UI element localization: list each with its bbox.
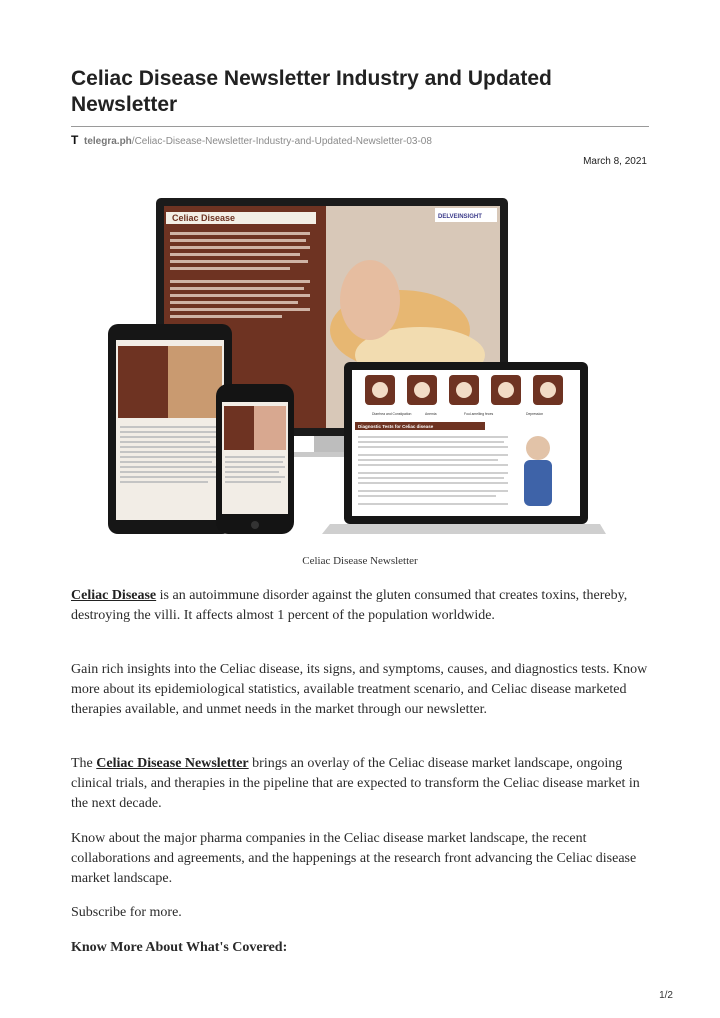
section-heading-covered: Know More About What's Covered: <box>71 940 288 955</box>
source-line[interactable] <box>71 133 432 147</box>
celiac-disease-link[interactable]: Celiac Disease <box>71 588 157 603</box>
symptom-label-1: Diarrhea and Constipation <box>372 412 412 416</box>
paragraph-insights: Gain rich insights into the Celiac disease, its signs, and symptoms, causes, and diagnostics tests. Know more about its epidemiological statistics, available treatment scenario, and Celiac disease marketed therapies available, and unmet needs in the market through our newsletter. <box>71 662 648 717</box>
image-caption: Celiac Disease Newsletter <box>302 555 418 567</box>
hero-image <box>100 190 620 542</box>
paragraph-subscribe: Subscribe for more. <box>71 905 182 920</box>
laptop-heading: Diagnostic Tests for Celiac disease <box>358 424 434 429</box>
symptom-label-3: Foul-smelling feces <box>464 412 494 416</box>
title-divider <box>71 126 649 127</box>
brand-logo: DELVEINSIGHT <box>438 214 482 220</box>
page-number: 1/2 <box>659 990 673 1001</box>
source-domain: telegra.ph <box>84 136 132 147</box>
paragraph-intro: Celiac Disease is an autoimmune disorder against the gluten consumed that creates toxins, thereby, destroying the villi. It affects almost 1 percent of the population worldwide. <box>71 588 628 623</box>
paragraph-newsletter: The Celiac Disease Newsletter brings an overlay of the Celiac disease market landscape, ongoing clinical trials, and therapies in the pipeline that are expected to transform the Celiac disease market in the next decade. <box>71 756 640 811</box>
article-title: Celiac Disease Newsletter Industry and Updated Newsletter <box>71 67 552 116</box>
telegraph-logo-icon: T <box>71 133 79 147</box>
paragraph-pharma: Know about the major pharma companies in the Celiac disease market landscape, the recent collaborations and agreements, and the happenings at the research front advancing the Celiac disease market landscape. <box>71 831 637 886</box>
symptom-label-4: Depression <box>526 412 544 416</box>
screen-title: Celiac Disease <box>172 213 236 223</box>
publish-date: March 8, 2021 <box>583 156 647 167</box>
symptom-label-2: Anemia <box>425 412 437 416</box>
source-path: /Celiac-Disease-Newsletter-Industry-and-Updated-Newsletter-03-08 <box>131 136 432 147</box>
newsletter-link[interactable]: Celiac Disease Newsletter <box>96 756 249 771</box>
